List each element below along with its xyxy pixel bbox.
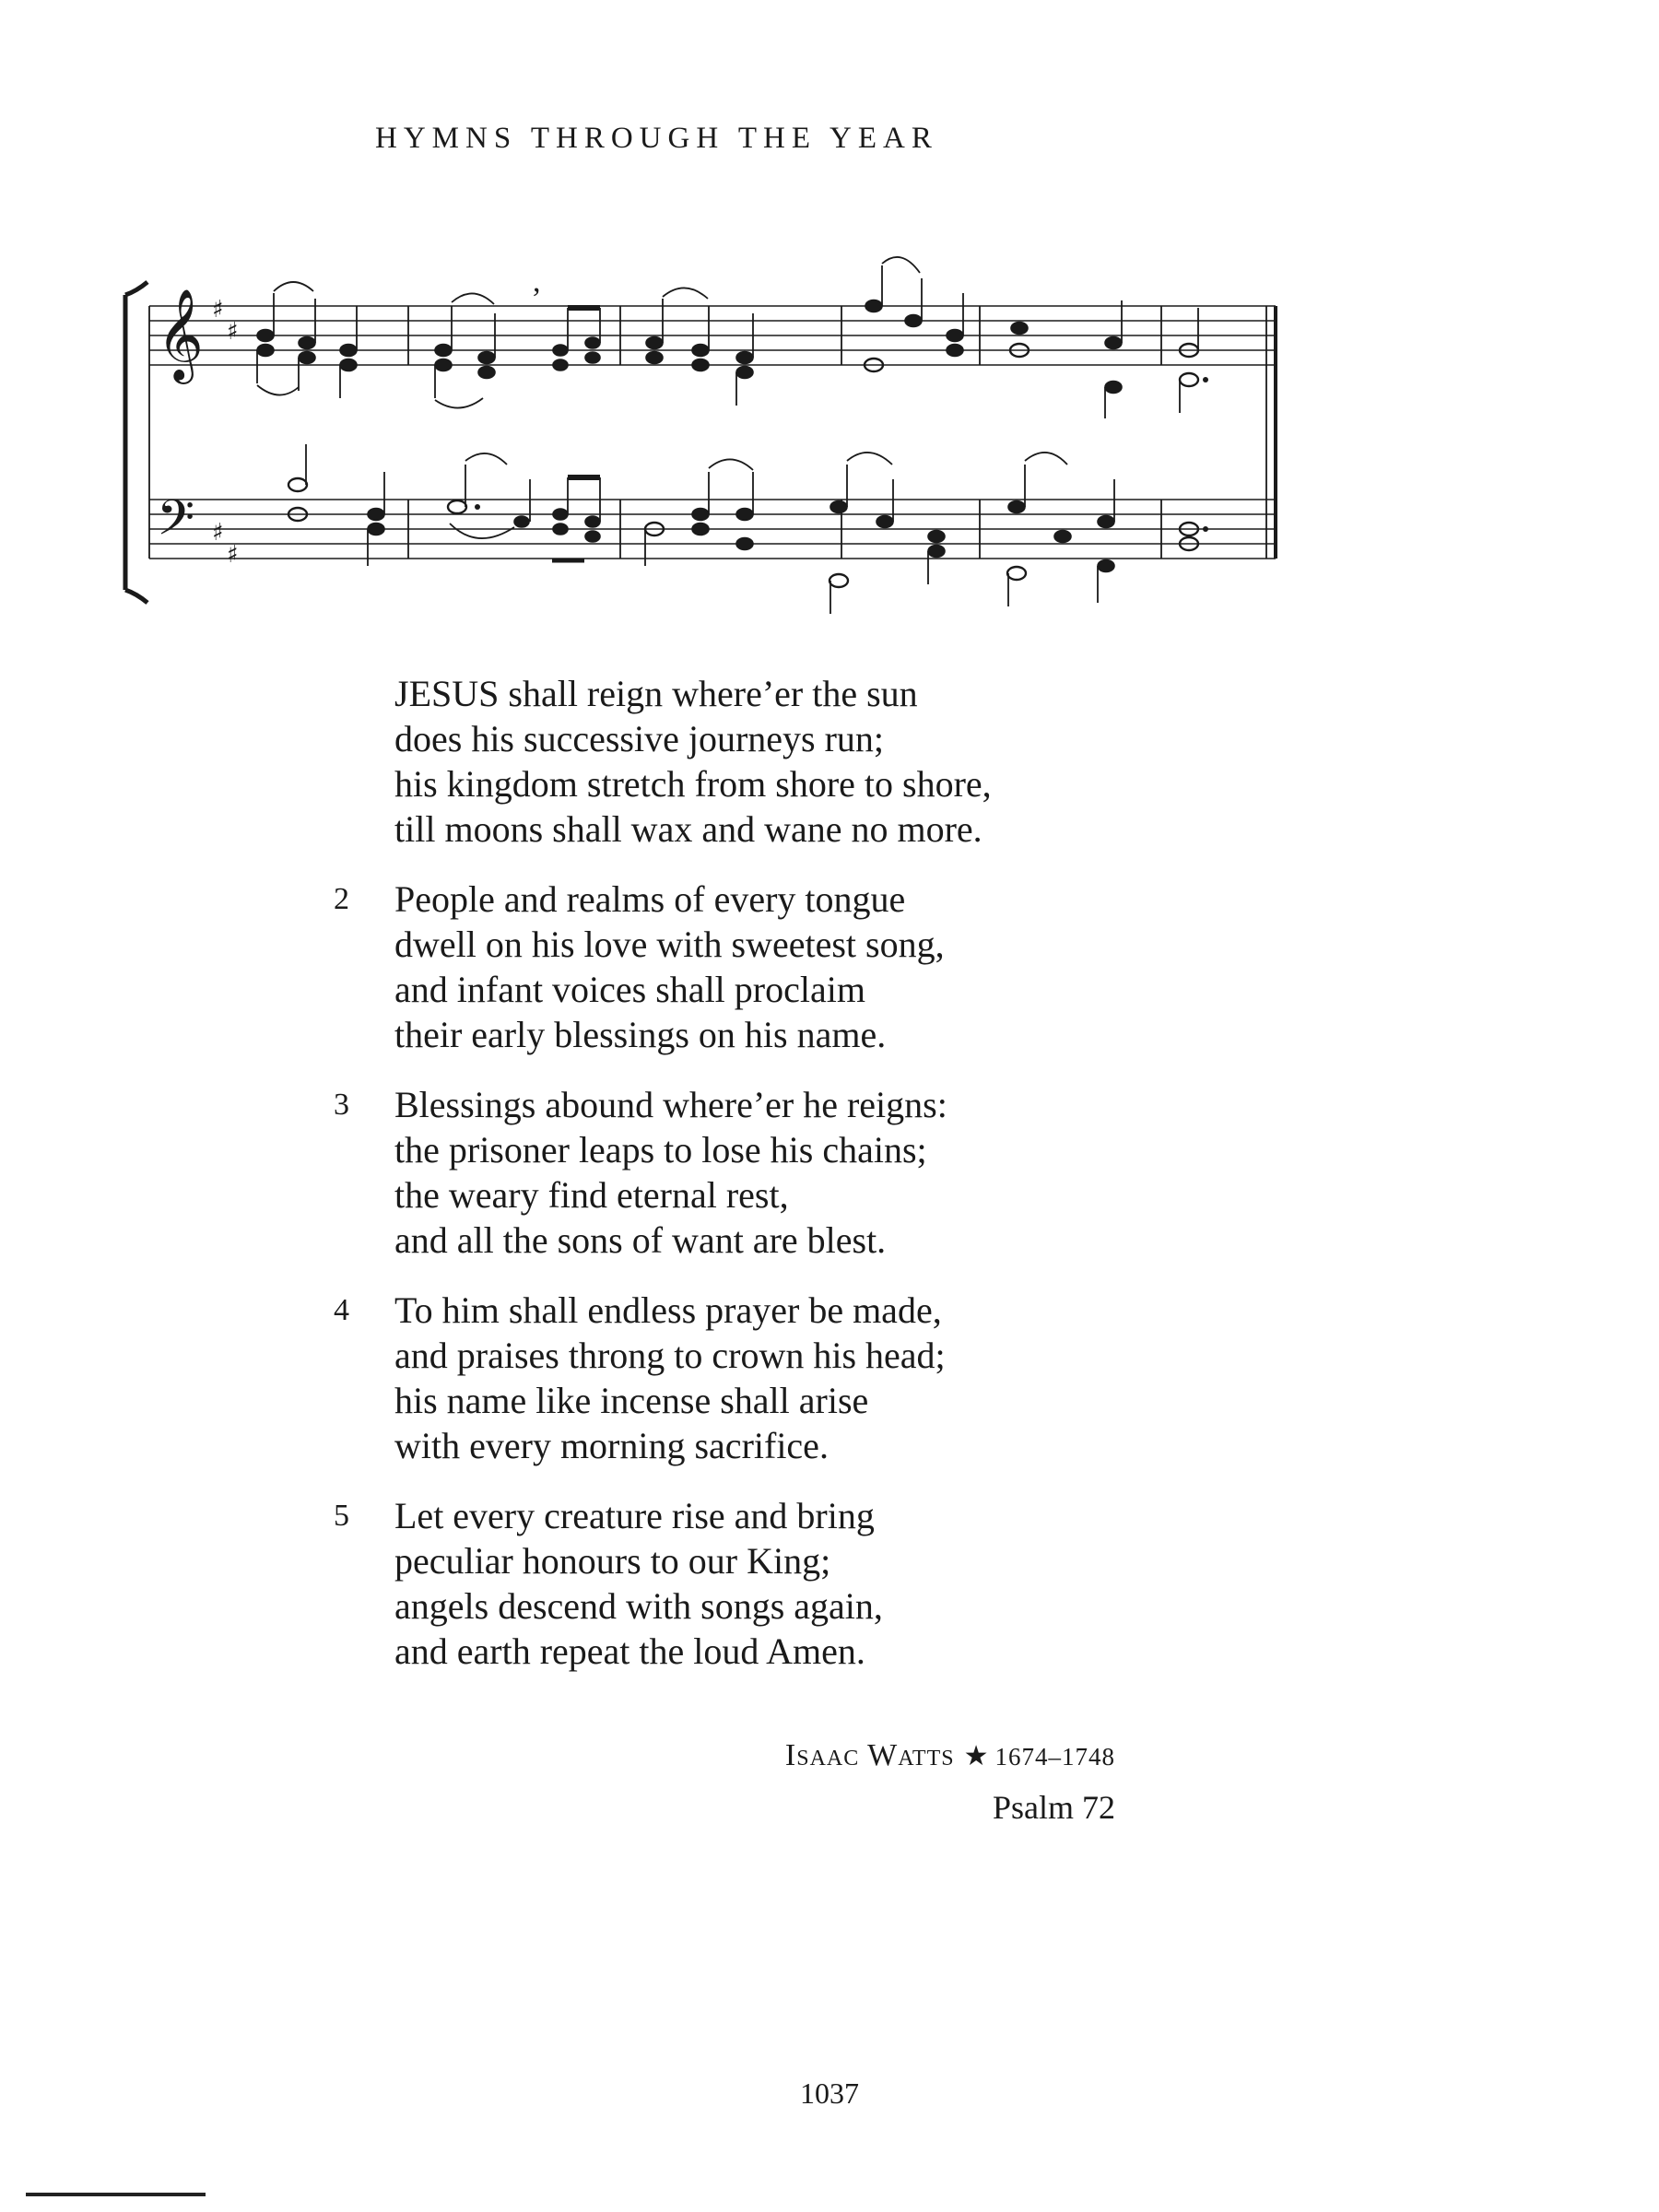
scan-edge-mark — [26, 2193, 206, 2196]
verse-line: till moons shall wax and wane no more. — [394, 808, 982, 850]
breath-mark-icon: , — [533, 265, 541, 299]
verse-number: 3 — [334, 1088, 349, 1122]
verse-line: and all the sons of want are blest. — [394, 1219, 887, 1261]
verse-number: 4 — [334, 1293, 349, 1327]
verse-line: Blessings abound where’er he reigns: — [394, 1084, 947, 1125]
verse-line: and praises throng to crown his head; — [394, 1335, 946, 1376]
author-line — [785, 1738, 1115, 1772]
verse-line: with every morning sacrifice. — [394, 1425, 829, 1466]
treble-stems — [257, 265, 1198, 418]
bass-clef-icon: 𝄢 — [157, 490, 195, 559]
verse-line: does his successive journeys run; — [394, 718, 885, 759]
author-dates: 1674–1748 — [994, 1743, 1115, 1771]
music-score — [109, 247, 1288, 634]
verse-line: the weary find eternal rest, — [394, 1174, 789, 1216]
verse-number: 2 — [334, 882, 349, 916]
running-head: HYMNS THROUGH THE YEAR — [375, 122, 938, 155]
svg-text:♯: ♯ — [212, 519, 224, 547]
bass-staff — [149, 500, 1276, 559]
attribution — [728, 1733, 1115, 1830]
verse-line: their early blessings on his name. — [394, 1014, 887, 1055]
treble-notes — [257, 300, 1122, 394]
bass-notes — [368, 501, 1114, 572]
svg-text:♯: ♯ — [227, 318, 239, 346]
verse-line: his kingdom stretch from shore to shore, — [394, 763, 992, 805]
verse-number: 5 — [334, 1499, 349, 1533]
svg-text:♯: ♯ — [227, 541, 239, 569]
scripture-source: Psalm 72 — [992, 1789, 1115, 1826]
verse-line: JESUS shall reign where’er the sun — [394, 673, 918, 714]
system-bracket — [125, 282, 147, 603]
verse-line: the prisoner leaps to lose his chains; — [394, 1129, 927, 1171]
svg-text:♯: ♯ — [212, 296, 224, 324]
treble-clef-icon: 𝄞 — [157, 288, 204, 381]
verse-line: peculiar honours to our King; — [394, 1540, 831, 1582]
page-number: 1037 — [800, 2077, 859, 2110]
verse-line: People and realms of every tongue — [394, 878, 906, 920]
author-name: Isaac Watts — [784, 1738, 955, 1772]
verse-line: Let every creature rise and bring — [394, 1495, 875, 1536]
verse-line: dwell on his love with sweetest song, — [394, 924, 945, 965]
verse-line: and infant voices shall proclaim — [394, 969, 865, 1010]
verse-line: and earth repeat the loud Amen. — [394, 1630, 865, 1672]
star-icon: ★ — [963, 1741, 990, 1771]
verse-line: angels descend with songs again, — [394, 1585, 883, 1627]
bass-slurs — [450, 453, 1067, 538]
verse-line: his name like incense shall arise — [394, 1380, 869, 1421]
treble-staff — [149, 306, 1276, 365]
verse-line: To him shall endless prayer be made, — [394, 1289, 942, 1331]
